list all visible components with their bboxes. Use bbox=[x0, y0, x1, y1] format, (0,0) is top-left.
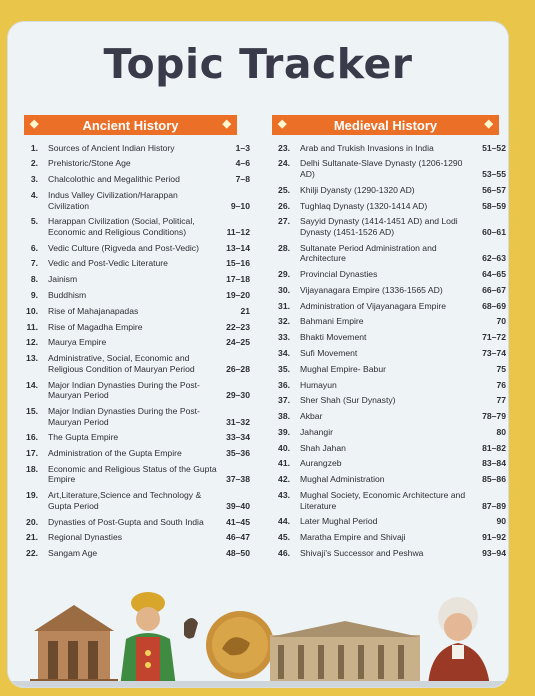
topic-number: 15. bbox=[26, 405, 38, 416]
topic-pages: 48–50 bbox=[226, 548, 250, 559]
topic-pages: 66–67 bbox=[482, 284, 506, 295]
topic-pages: 68–69 bbox=[482, 300, 506, 311]
topic-number: 36. bbox=[278, 379, 290, 390]
topic-title: Administrative, Social, Economic and Religious Condition of Mauryan Period bbox=[48, 353, 195, 374]
topic-pages: 7–8 bbox=[235, 174, 250, 185]
emperor-figure bbox=[120, 592, 176, 687]
topic-row bbox=[24, 287, 250, 303]
topic-pages: 75 bbox=[496, 363, 506, 374]
topic-pages: 46–47 bbox=[226, 532, 250, 543]
topic-number: 18. bbox=[26, 463, 38, 474]
topic-row bbox=[270, 545, 506, 561]
topic-number: 2. bbox=[30, 158, 38, 169]
topic-row bbox=[24, 514, 250, 530]
topic-title: Mughal Administration bbox=[300, 474, 385, 485]
topic-row bbox=[24, 187, 250, 213]
topic-pages: 39–40 bbox=[226, 500, 250, 511]
topic-number: 32. bbox=[278, 316, 290, 327]
topic-row bbox=[24, 546, 250, 562]
topic-row bbox=[270, 266, 506, 282]
topic-row bbox=[270, 240, 506, 266]
topic-title: Maratha Empire and Shivaji bbox=[300, 532, 406, 543]
topic-title: The Gupta Empire bbox=[48, 432, 119, 443]
topic-pages: 73–74 bbox=[482, 347, 506, 358]
topic-pages: 81–82 bbox=[482, 442, 506, 453]
topic-row bbox=[24, 156, 250, 172]
topic-number: 39. bbox=[278, 426, 290, 437]
topic-row bbox=[270, 140, 506, 156]
topic-row bbox=[270, 409, 506, 425]
ancient-history-banner bbox=[24, 115, 237, 135]
topic-row bbox=[270, 472, 506, 488]
topic-pages: 24–25 bbox=[226, 337, 250, 348]
topic-number: 13. bbox=[26, 353, 38, 364]
topic-row bbox=[270, 182, 506, 198]
topic-row bbox=[24, 488, 250, 514]
topic-pages: 64–65 bbox=[482, 269, 506, 280]
topic-row bbox=[24, 403, 250, 429]
topic-title: Sayyid Dynasty (1414-1451 AD) and Lodi Dynasty (1451-1526 AD) bbox=[300, 216, 458, 237]
topic-pages: 4–6 bbox=[235, 158, 250, 169]
topic-row bbox=[24, 461, 250, 487]
topic-title: Dynasties of Post-Gupta and South India bbox=[48, 516, 204, 527]
topic-pages: 93–94 bbox=[482, 547, 506, 558]
topic-title: Harappan Civilization (Social, Political, Economic and Religious Conditions) bbox=[48, 216, 195, 237]
topic-number: 27. bbox=[278, 216, 290, 227]
topic-number: 1. bbox=[30, 142, 38, 153]
topic-row bbox=[270, 156, 506, 182]
topic-number: 9. bbox=[30, 290, 38, 301]
topic-title: Shah Jahan bbox=[300, 442, 346, 453]
topic-pages: 85–86 bbox=[482, 474, 506, 485]
topic-title: Provincial Dynasties bbox=[300, 269, 378, 280]
topic-number: 25. bbox=[278, 184, 290, 195]
topic-pages: 17–18 bbox=[226, 274, 250, 285]
topic-row bbox=[24, 335, 250, 351]
topic-pages: 26–28 bbox=[226, 363, 250, 374]
topic-title: Economic and Religious Status of the Gupta Empire bbox=[48, 463, 217, 485]
topic-title: Major Indian Dynasties During the Post-Mauryan Period bbox=[48, 379, 200, 401]
topic-title: Rise of Mahajanapadas bbox=[48, 305, 139, 316]
topic-title: Tughlaq Dynasty (1320-1414 AD) bbox=[300, 200, 428, 211]
topic-title: Major Indian Dynasties During the Post-Mauryan Period bbox=[48, 405, 200, 427]
medieval-history-banner bbox=[272, 115, 499, 135]
topic-pages: 33–34 bbox=[226, 432, 250, 443]
topic-pages: 77 bbox=[496, 395, 506, 406]
topic-title: Mughal Empire- Babur bbox=[300, 363, 386, 374]
topic-title: Sultanate Period Administration and Architecture bbox=[300, 242, 437, 264]
topic-pages: 90 bbox=[496, 516, 506, 527]
topic-title: Akbar bbox=[300, 411, 323, 422]
topic-row bbox=[24, 240, 250, 256]
topic-title: Arab and Trukish Invasions in India bbox=[300, 142, 434, 153]
topic-pages: 35–36 bbox=[226, 448, 250, 459]
topic-title: Regional Dynasties bbox=[48, 532, 123, 543]
topic-number: 23. bbox=[278, 142, 290, 153]
topic-pages: 41–45 bbox=[226, 516, 250, 527]
topic-number: 34. bbox=[278, 347, 290, 358]
topic-title: Bhakti Movement bbox=[300, 332, 367, 343]
medieval-history-heading: Medieval History bbox=[333, 117, 438, 133]
portrait-figure bbox=[428, 597, 490, 687]
topic-pages: 1–3 bbox=[235, 142, 250, 153]
topic-pages: 9–10 bbox=[230, 200, 250, 211]
topic-pages: 76 bbox=[496, 379, 506, 390]
topic-pages: 11–12 bbox=[226, 226, 250, 237]
topic-number: 45. bbox=[278, 532, 290, 543]
topic-number: 14. bbox=[26, 379, 38, 390]
bullet-icon: ◆ bbox=[484, 118, 493, 130]
topic-row bbox=[270, 298, 506, 314]
topic-row bbox=[270, 345, 506, 361]
temple-illustration bbox=[30, 605, 118, 685]
topic-title: Khilji Dyansty (1290-1320 AD) bbox=[300, 184, 415, 195]
topic-number: 28. bbox=[278, 242, 290, 253]
topic-pages: 60–61 bbox=[482, 226, 506, 237]
topic-title: Vedic and Post-Vedic Literature bbox=[48, 258, 168, 269]
topic-number: 7. bbox=[30, 258, 38, 269]
topic-row bbox=[24, 272, 250, 288]
topic-number: 43. bbox=[278, 490, 290, 500]
topic-number: 44. bbox=[278, 516, 290, 527]
topic-title: Prehistoric/Stone Age bbox=[48, 158, 131, 169]
topic-title: Jainism bbox=[48, 274, 78, 285]
topic-number: 26. bbox=[278, 200, 290, 211]
page-title: Topic Tracker bbox=[103, 40, 413, 88]
topic-number: 22. bbox=[26, 548, 38, 559]
topic-number: 20. bbox=[26, 516, 38, 527]
topic-pages: 53–55 bbox=[482, 168, 506, 179]
topic-pages: 91–92 bbox=[482, 532, 506, 543]
topic-title: Maurya Empire bbox=[48, 337, 107, 348]
topic-number: 3. bbox=[30, 174, 38, 185]
topic-pages: 21 bbox=[240, 305, 250, 316]
topic-number: 8. bbox=[30, 274, 38, 285]
topic-number: 19. bbox=[26, 490, 38, 501]
topic-title: Humayun bbox=[300, 379, 337, 390]
topic-row bbox=[24, 445, 250, 461]
topic-row bbox=[270, 377, 506, 393]
topic-pages: 37–38 bbox=[226, 474, 250, 485]
topic-pages: 78–79 bbox=[482, 411, 506, 422]
topic-pages: 70 bbox=[496, 316, 506, 327]
topic-number: 31. bbox=[278, 300, 290, 311]
topic-title: Sangam Age bbox=[48, 548, 98, 559]
bullet-icon: ◆ bbox=[30, 118, 39, 130]
topic-number: 29. bbox=[278, 269, 290, 280]
topic-row bbox=[270, 361, 506, 377]
bullet-icon: ◆ bbox=[278, 118, 287, 130]
topic-pages: 71–72 bbox=[482, 332, 506, 343]
topic-row bbox=[270, 424, 506, 440]
history-illustration bbox=[8, 577, 508, 687]
topic-title: Mughal Society, Economic Architecture and Literature bbox=[300, 490, 466, 511]
topic-title: Sher Shah (Sur Dynasty) bbox=[300, 395, 396, 406]
topic-number: 12. bbox=[26, 337, 38, 348]
topic-title: Aurangzeb bbox=[300, 458, 342, 469]
topic-number: 5. bbox=[30, 216, 38, 227]
topic-row bbox=[24, 351, 250, 377]
ancient-history-list bbox=[24, 140, 250, 561]
topic-row bbox=[270, 487, 506, 513]
topic-title: Sources of Ancient Indian History bbox=[48, 142, 175, 153]
topic-number: 17. bbox=[26, 448, 38, 459]
topic-pages: 29–30 bbox=[226, 390, 250, 401]
topic-number: 24. bbox=[278, 158, 290, 169]
topic-row bbox=[24, 172, 250, 188]
topic-title: Vijayanagara Empire (1336-1565 AD) bbox=[300, 284, 443, 295]
topic-row bbox=[24, 530, 250, 546]
topic-number: 42. bbox=[278, 474, 290, 485]
topic-number: 37. bbox=[278, 395, 290, 406]
topic-title: Rise of Magadha Empire bbox=[48, 321, 143, 332]
topic-title: Administration of Vijayanagara Empire bbox=[300, 300, 447, 311]
topic-pages: 31–32 bbox=[226, 416, 250, 427]
topic-number: 35. bbox=[278, 363, 290, 374]
topic-row bbox=[24, 256, 250, 272]
topic-number: 38. bbox=[278, 411, 290, 422]
topic-number: 10. bbox=[26, 305, 38, 316]
topic-title: Jahangir bbox=[300, 426, 333, 437]
topic-row bbox=[270, 514, 506, 530]
topic-row bbox=[24, 377, 250, 403]
medieval-history-list bbox=[270, 140, 506, 561]
topic-title: Art,Literature,Science and Technology & Gupta Period bbox=[48, 490, 202, 511]
topic-title: Buddhism bbox=[48, 290, 87, 301]
topic-row bbox=[270, 314, 506, 330]
topic-row bbox=[270, 198, 506, 214]
topic-row bbox=[270, 440, 506, 456]
topic-number: 33. bbox=[278, 332, 290, 343]
topic-row bbox=[24, 214, 250, 240]
topic-row bbox=[24, 303, 250, 319]
topic-number: 16. bbox=[26, 432, 38, 443]
topic-row bbox=[270, 456, 506, 472]
topic-title: Chalcolothic and Megalithic Period bbox=[48, 174, 180, 185]
topic-pages: 62–63 bbox=[482, 253, 506, 264]
topic-row bbox=[24, 430, 250, 446]
topic-title: Bahmani Empire bbox=[300, 316, 364, 327]
topic-row bbox=[24, 319, 250, 335]
topic-pages: 58–59 bbox=[482, 200, 506, 211]
colonial-building bbox=[270, 621, 420, 685]
topic-pages: 13–14 bbox=[226, 242, 250, 253]
topic-row bbox=[270, 530, 506, 546]
topic-pages: 83–84 bbox=[482, 458, 506, 469]
topic-tracker-card bbox=[8, 22, 508, 687]
topic-row bbox=[24, 140, 250, 156]
topic-pages: 51–52 bbox=[482, 142, 506, 153]
topic-number: 21. bbox=[26, 532, 38, 543]
topic-row bbox=[270, 330, 506, 346]
falcon-figure bbox=[184, 618, 198, 639]
topic-number: 41. bbox=[278, 458, 290, 469]
topic-title: Administration of the Gupta Empire bbox=[48, 448, 182, 459]
topic-pages: 80 bbox=[496, 426, 506, 437]
topic-pages: 87–89 bbox=[482, 500, 506, 511]
topic-pages: 22–23 bbox=[226, 321, 250, 332]
topic-pages: 56–57 bbox=[482, 184, 506, 195]
gold-coin bbox=[206, 611, 274, 679]
topic-title: Later Mughal Period bbox=[300, 516, 378, 527]
topic-number: 6. bbox=[30, 242, 38, 253]
topic-pages: 15–16 bbox=[226, 258, 250, 269]
topic-row bbox=[270, 282, 506, 298]
topic-row bbox=[270, 393, 506, 409]
topic-number: 46. bbox=[278, 547, 290, 558]
ancient-history-heading: Ancient History bbox=[82, 117, 179, 133]
topic-title: Indus Valley Civilization/Harappan Civilization bbox=[48, 189, 178, 211]
topic-number: 11. bbox=[26, 321, 38, 332]
topic-title: Shivaji's Successor and Peshwa bbox=[300, 547, 424, 558]
topic-number: 30. bbox=[278, 284, 290, 295]
topic-row bbox=[270, 214, 506, 240]
bullet-icon: ◆ bbox=[222, 118, 231, 130]
topic-title: Sufi Movement bbox=[300, 347, 358, 358]
topic-number: 4. bbox=[30, 189, 38, 200]
topic-title: Delhi Sultanate-Slave Dynasty (1206-1290 AD) bbox=[300, 158, 463, 179]
topic-number: 40. bbox=[278, 442, 290, 453]
topic-title: Vedic Culture (Rigveda and Post-Vedic) bbox=[48, 242, 199, 253]
topic-pages: 19–20 bbox=[226, 290, 250, 301]
